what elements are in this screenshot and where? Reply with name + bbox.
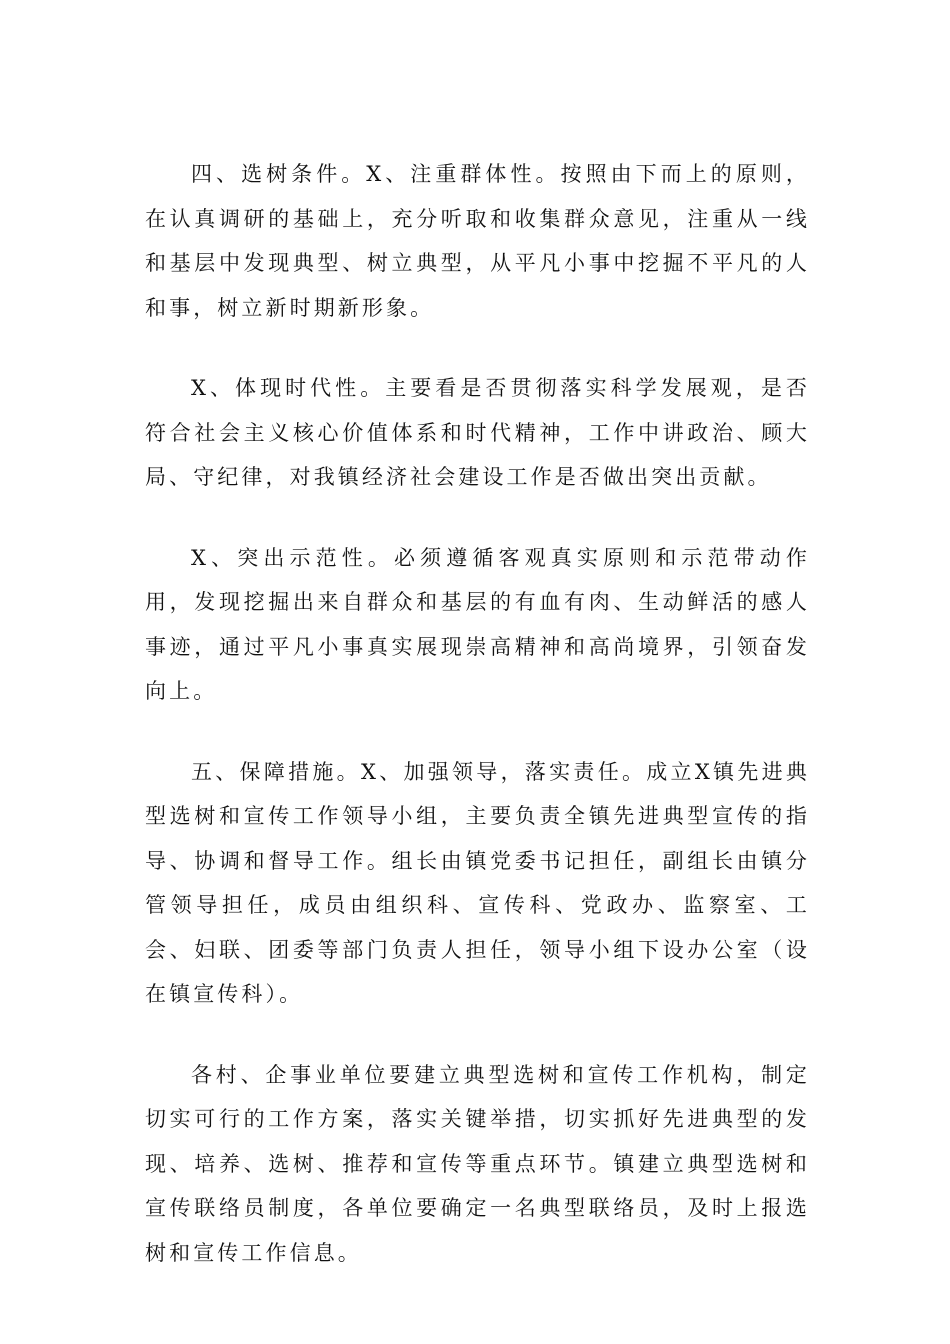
paragraph-work-institutions: 各村、企事业单位要建立典型选树和宣传工作机构，制定切实可行的工作方案，落实关键举措，切实抓好先进典型的发现、培养、选树、推荐和宣传等重点环节。镇建立典型选树和宣传联络员制度，各单位要确定一名典型联络员，及时上报选树和宣传工作信息。 [145, 1062, 810, 1265]
paragraph-selection-conditions: 四、选树条件。X、注重群体性。按照由下而上的原则，在认真调研的基础上，充分听取和收集群众意见，注重从一线和基层中发现典型、树立典型，从平凡小事中挖掘不平凡的人和事，树立新时期新形象。 [145, 162, 810, 320]
paragraph-exemplary: X、突出示范性。必须遵循客观真实原则和示范带动作用，发现挖掘出来自群众和基层的有血有肉、生动鲜活的感人事迹，通过平凡小事真实展现崇高精神和高尚境界，引领奋发向上。 [145, 545, 810, 703]
paragraph-timeliness: X、体现时代性。主要看是否贯彻落实科学发展观，是否符合社会主义核心价值体系和时代精神，工作中讲政治、顾大局、守纪律，对我镇经济社会建设工作是否做出突出贡献。 [145, 376, 810, 489]
document-body [145, 152, 810, 1311]
paragraph-safeguard-measures: 五、保障措施。X、加强领导，落实责任。成立X镇先进典型选树和宣传工作领导小组，主要负责全镇先进典型宣传的指导、协调和督导工作。组长由镇党委书记担任，副组长由镇分管领导担任，成员由组织科、宣传科、党政办、监察室、工会、妇联、团委等部门负责人担任，领导小组下设办公室（设在镇宣传科）。 [145, 759, 810, 1006]
